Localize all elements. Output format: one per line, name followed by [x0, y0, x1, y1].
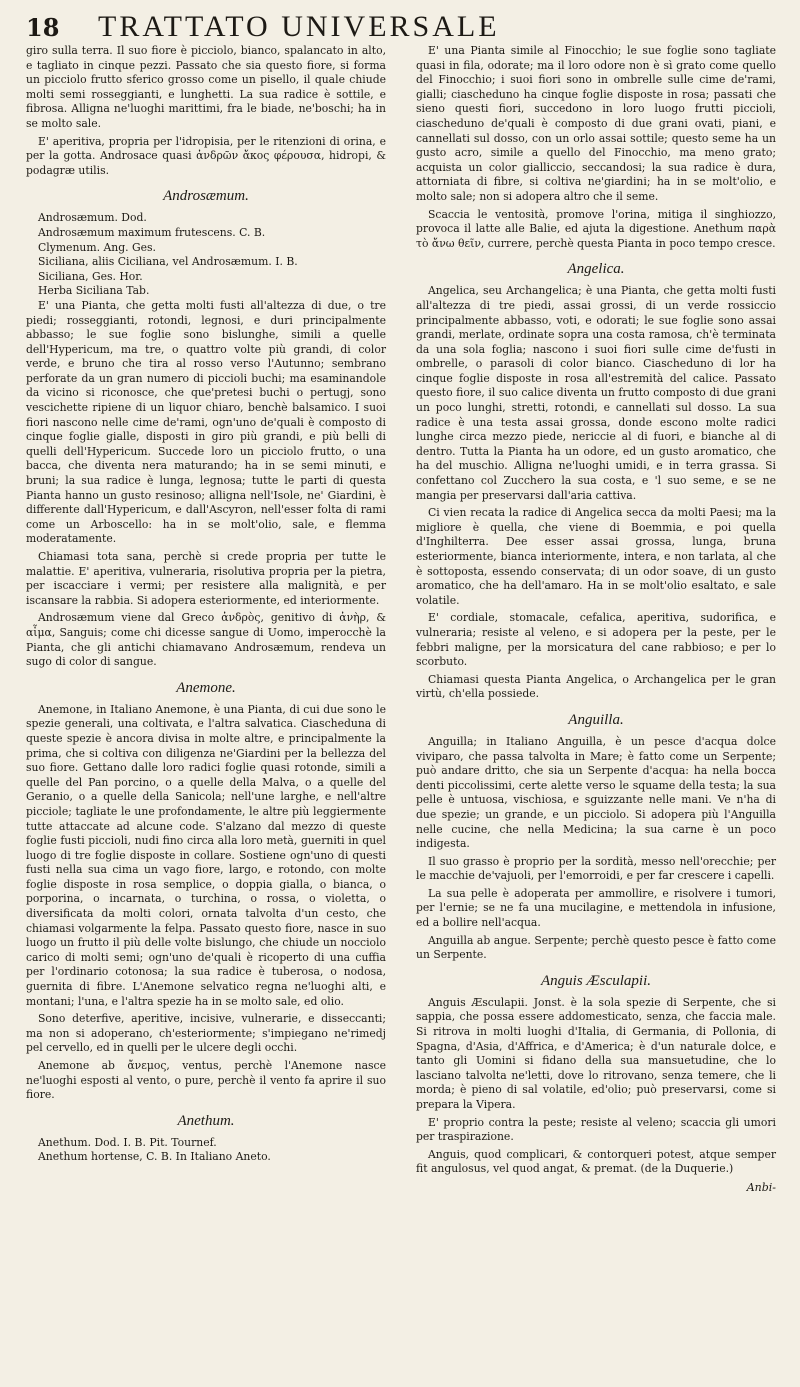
paragraph: Anguilla; in Italiano Anguilla, è un pesce d'acqua dolce viviparo, che passa talvolta in Mare; è fatto come un Serpente; può andare dritto, che sia un Serpente d'acqua: ha nella bocca denti piccolissimi, certe alette verso le squame della testa; la sua pelle è untuosa, vischiosa, e sguizzante nelle mani. Ve n'ha di due spezie; un grande, e un picciolo. Si adopera più l'Anguilla nelle cucine, che nella Medicina; la sua carne è un poco indigesta.: [416, 734, 776, 851]
reference-line: Herba Siciliana Tab.: [38, 284, 150, 298]
reference-line: Anethum. Dod. I. B. Pit. Tournef.: [38, 1135, 217, 1149]
entry-heading-androsaemum: Androsæmum.: [163, 188, 249, 205]
paragraph: Ci vien recata la radice di Angelica secca da molti Paesi; ma la migliore è quella, che viene di Boemmia, e poi quella d'Inghilterra. Dee esser assai grossa, lunga, bruna esteriormente, bianca interiormente, intera, e non tarlata, al che è sottoposta, essendo conservata; di un odor soave, di un gusto aromatico, che ha dell'amaro. Ha in se molt'olio esaltato, e sale volatile.: [416, 506, 776, 607]
paragraph: Anguilla ab angue. Serpente; perchè questo pesce è fatto come un Serpente.: [416, 933, 776, 962]
catchword: Anbi-: [746, 1180, 776, 1194]
paragraph: Chiamasi questa Pianta Angelica, o Archangelica per le gran virtù, ch'ella possiede.: [416, 672, 776, 701]
paragraph: Anemone, in Italiano Anemone, è una Pianta, di cui due sono le spezie generali, una coltivata, e l'altra salvatica. Ciascheduna di queste spezie è ancora divisa in molte altre, e principalmente la prima, che si coltiva con diligenza ne'Giardini per la bellezza del suo fiore. Gettano dalle loro radici foglie quasi rotonde, simili a quelle del Pan porcino, o a quelle della Malva, o a quelle del Geranio, o a quelle della Sanicola; nell'une larghe, e nell'altre picciole; tagliate le une profondamente, le altre più leggiermente tutte attaccate ad alcune code. S'alzano dal mezzo di queste foglie fusti piccioli, nudi fino circa alla loro metà, guerniti in quel luogo di tre foglie disposte in collare. Sostiene ogn'uno di questi fusti nella sua cima un vago fiore, largo, e rotondo, con molte foglie disposte in rosa semplice, o doppia gialla, o bianca, o porporina, o incarnata, o turchina, o rossa, o violetta, o diversificata da molti colori, ornata talvolta d'un cesto, che chiamasi volgarmente la felpa. Passato questo fiore, nasce in suo luogo un frutto il più delle volte bislungo, che chiude un nocciolo carico di molti semi; ogn'uno de'quali è ricoperto di una cuffia per l'ordinario cotonosa; la sua radice è tuberosa, o nodosa, guernita di fibre. L'Anemone selvatico regna ne'luoghi alti, e montani; l'una, e l'altra spezie ha in se molto sale, ed olio.: [26, 702, 386, 1008]
entry-heading-angelica: Angelica.: [567, 261, 625, 278]
reference-line: Androsæmum. Dod.: [38, 211, 147, 225]
entry-heading-anethum: Anethum.: [177, 1112, 235, 1129]
paragraph: La sua pelle è adoperata per ammollire, e risolvere i tumori, per l'ernie; se ne fa una mucilagine, e mettendola in infusione, ed a bollire nell'acqua.: [416, 886, 776, 930]
paragraph: Angelica, seu Archangelica; è una Pianta, che getta molti fusti all'altezza di tre piedi, assai grossi, di un verde rossiccio principalmente abbasso, voti, e odorati; le sue foglie sono assai grandi, merlate, ordinate sopra una costa ramosa, ch'è terminata da una sola foglia; nascono i suoi fiori sulle cime de'fusti in ombrelle, o parasoli di color bianco. Ciascheduno di lor ha cinque foglie disposte in rosa all'estremità del calice. Passato questo fiore, il suo calice diventa un frutto composto di due grani un poco lunghi, stretti, rotondi, e cannellati sul dosso. La sua radice è una testa assai grossa, donde escono molte radici lunghe circa mezzo piede, nericcie al di fuori, e bianche al di dentro. Tutta la Pianta ha un odore, ed un gusto aromatico, che ha del muschio. Alligna ne'luoghi umidi, e in terra grassa. Si confettano col Zucchero la sua costa, e 'l suo seme, e se ne mangia per preservarsi dall'aria cattiva.: [416, 284, 776, 502]
entry-heading-anguilla: Anguilla.: [568, 711, 624, 728]
paragraph: Anguis Æsculapii. Jonst. è la sola spezie di Serpente, che si sappia, che possa essere addomesticato, senza, che faccia male. Si ritrova in molti luoghi d'Italia, di Germania, di Pollonia, di Spagna, d'Asia, d'Affrica, e d'America; è d'un naturale dolce, e tanto gli Uomini si fidano della sua mansuetudine, che lo lasciano talvolta ne'letti, dove lo ritrovano, senza temere, che li morda; è pieno di sal volatile, ed'olio; può preservarsi, come si prepara la Vipera.: [416, 995, 776, 1111]
reference-line: Siciliana, Ges. Hor.: [38, 269, 143, 283]
paragraph: E' proprio contra la peste; resiste al veleno; scaccia gli umori per traspirazione.: [416, 1115, 776, 1144]
left-column: [26, 44, 386, 1194]
page-header: [26, 10, 776, 42]
paragraph: E' una Pianta simile al Finocchio; le sue foglie sono tagliate quasi in fila, odorate; ma il loro odore non è sì grato come quello del Finocchio; i suoi fiori sono in ombrelle sulle cime de'rami, gialli; ciascheduno ha cinque foglie disposte in rosa; passati che sieno questi fiori, succedono in loro luogo frutti piccioli, ciascheduno de'quali è composto di due grani ovati, piani, e cannellati sul dosso, con un orlo assai sottile; questo seme ha un gusto acro, simile a quello del Finocchio, ma meno grato; acquista un color gialliccio, seccandosi; la sua radice è dura, attorniata di fibre, si coltiva ne'giardini; ha in se molt'olio, e molto sale; non si adopera altro che il seme.: [416, 44, 776, 203]
paragraph: E' aperitiva, propria per l'idropisia, per le ritenzioni di orina, e per la gotta. Androsace quasi ἀνδρῶν ἄκος φέρουσα, hidropi, & podagræ utilis.: [26, 134, 386, 177]
paragraph: E' cordiale, stomacale, cefalica, aperitiva, sudorifica, e vulneraria; resiste al veleno, e si adopera per la peste, per le febbri maligne, per la morsicatura del cane rabbioso; e per lo scorbuto.: [416, 611, 776, 669]
paragraph: Scaccia le ventosità, promove l'orina, mitiga il singhiozzo, provoca il latte alle Balie, ed ajuta la digestione. Anethum παρὰ τὸ ἄνω θεῖν, currere, perchè questa Pianta in poco tempo cresce.: [416, 207, 776, 250]
paragraph: Chiamasi tota sana, perchè si crede propria per tutte le malattie. E' aperitiva, vulneraria, risolutiva propria per la pietra, per iscacciare i vermi; per resistere alla malignità, e per iscansare la rabbia. Si adopera esteriormente, ed interiormente.: [26, 550, 386, 607]
reference-line: Androsæmum maximum frutescens. C. B.: [38, 225, 266, 239]
paragraph: Sono deterfive, aperitive, incisive, vulnerarie, e disseccanti; ma non si adoperano, ch'esteriormente; s'impiegano ne'rimedj pel cervello, ed in quelli per le ulcere degli occhi.: [26, 1012, 386, 1055]
reference-line: Clymenum. Ang. Ges.: [38, 240, 156, 254]
reference-line: Anethum hortense, C. B. In Italiano Aneto.: [38, 1150, 271, 1164]
text-columns: [26, 44, 776, 1194]
paragraph: Anemone ab ἄνεμος, ventus, perchè l'Anemone nasce ne'luoghi esposti al vento, o pure, perchè il vento fa aprire il suo fiore.: [26, 1059, 386, 1102]
right-column: [416, 44, 776, 1194]
running-title: TRATTATO UNIVERSALE: [98, 10, 500, 43]
paragraph: giro sulla terra. Il suo fiore è picciolo, bianco, spalancato in alto, e tagliato in cinque pezzi. Passato che sia questo fiore, si forma un picciolo frutto sferico grosso come un pisello, il quale chiude molti semi rosseggianti, e lunghetti. La sua radice è sottile, e fibrosa. Alligna ne'luoghi marittimi, fra le biade, ne'boschi; ha in se molto sale.: [26, 44, 386, 130]
reference-line: Siciliana, aliis Ciciliana, vel Androsæmum. I. B.: [38, 255, 298, 269]
entry-heading-anguis: Anguis Æsculapii.: [540, 972, 651, 989]
paragraph: Androsæmum viene dal Greco ἀνδρὸς, genitivo di ἀνὴρ, & αἷμα, Sanguis; come chi dicesse sangue di Uomo, imperocchè la Pianta, che gli antichi chiamavano Androsæmum, rendeva un sugo di color di sangue.: [26, 611, 386, 669]
page-number: 18: [26, 13, 60, 42]
paragraph: E' una Pianta, che getta molti fusti all'altezza di due, o tre piedi; rosseggianti, rotondi, legnosi, e duri principalmente abbasso; le sue foglie sono bislunghe, simili a quelle dell'Hypericum, ma tre, o quattro volte più grandi, di color verde, e bruno che tira al rosso verso l'Autunno; sembrano perforate da un gran numero di piccioli buchi; ma esaminandole da vicino si riconosce, che que'pretesi buchi o pertugj, sono vescichette ripiene di un liquor chiaro, benchè balsamico. I suoi fiori nascono nelle cime de'rami, ogn'uno de'quali è composto di cinque foglie gialle, disposti in giro più grandi, e più belli di quelli dell'Hypericum. Succede loro un picciolo frutto, o una bacca, che diventa nera maturando; ha in se semi minuti, e bruni; la sua radice è lunga, legnosa; tutte le parti di questa Pianta hanno un gusto resinoso; alligna nell'Isole, ne' Giardini, è differente dall'Hypericum, e dall'Ascyron, nell'esser folta di rami come un Arboscello: ha in se molt'olio, sale, e flemma moderatamente.: [26, 298, 386, 546]
paragraph: Anguis, quod complicari, & contorqueri potest, atque semper fit angulosus, vel quod angat, & premat. (de la Duquerie.): [416, 1147, 776, 1176]
entry-heading-anemone: Anemone.: [176, 679, 236, 696]
paragraph: Il suo grasso è proprio per la sordità, messo nell'orecchie; per le macchie de'vajuoli, per l'emorroidi, e per far crescere i capelli.: [416, 854, 776, 883]
